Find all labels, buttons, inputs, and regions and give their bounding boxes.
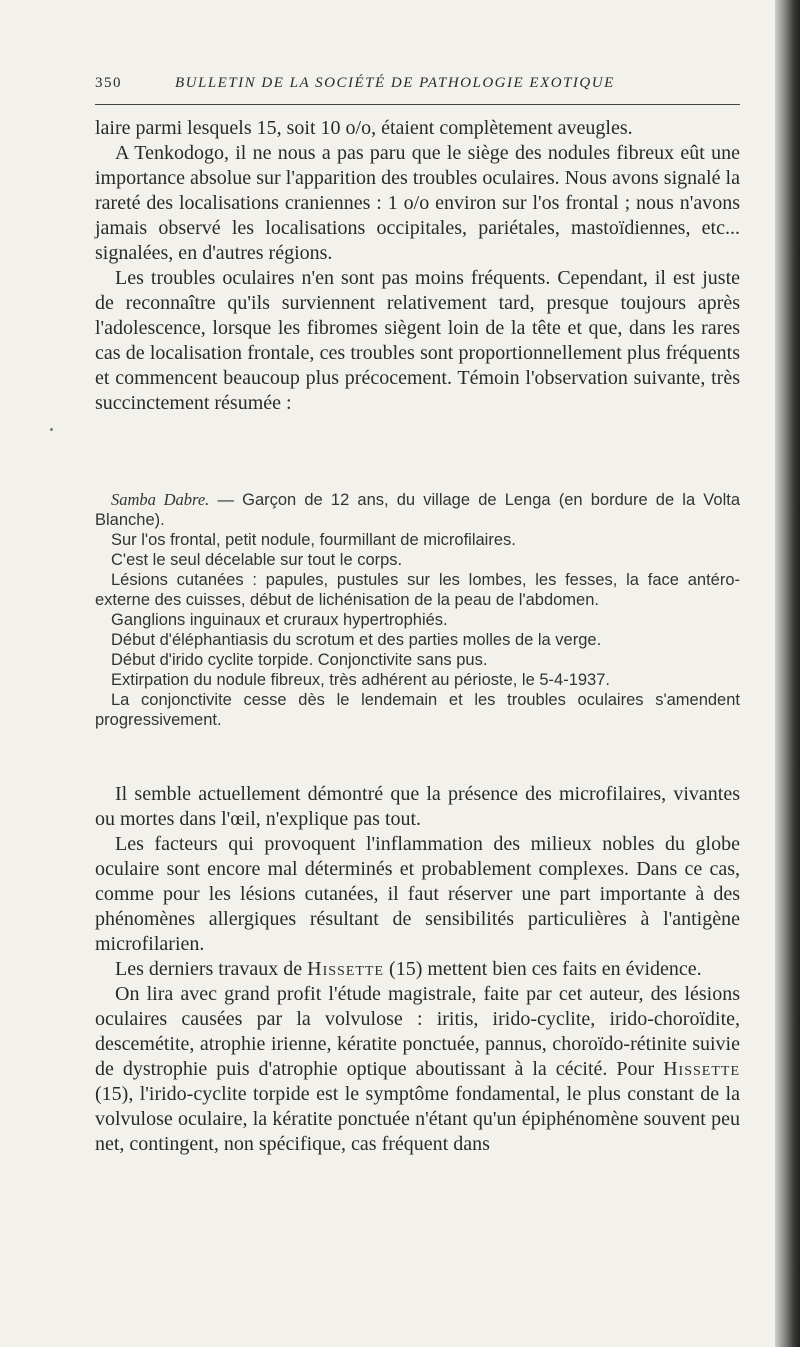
observation-line: Début d'irido cyclite torpide. Conjonctivite sans pus. [111,651,488,669]
text-fragment: Les derniers travaux de [115,958,308,980]
book-spine-shadow [775,0,800,1347]
journal-title: BULLETIN DE LA SOCIÉTÉ DE PATHOLOGIE EXOTIQUE [175,75,615,91]
patient-name: Samba Dabre. [111,490,210,509]
header-rule [95,104,740,105]
main-text-bottom [95,782,740,1157]
observation-line: Ganglions inguinaux et cruraux hypertrophiés. [111,611,448,629]
paragraph-tenkodogo: A Tenkodogo, il ne nous a pas paru que le siège des nodules fibreux eût une importance absolue sur l'apparition des troubles oculaires. Nous avons signalé la rareté des localisations craniennes : 1 o/o environ sur l'os frontal ; nous n'avons jamais observé les localisations occipitales, pariétales, mastoïdiennes, etc... signalées, en d'autres régions. [95,142,740,264]
text-fragment: (15), l'irido-cyclite torpide est le symptôme fondamental, le plus constant de la volvulose oculaire, la kératite ponctuée n'étant qu'un épiphénomène souvent peu net, contingent, non spécifique, cas fréquent dans [95,1083,740,1155]
author-name: Hissette [307,958,385,980]
observation-line: La conjonctivite cesse dès le lendemain et les troubles oculaires s'amendent progressivement. [95,691,740,729]
observation-line: C'est le seul décelable sur tout le corps. [111,551,403,569]
paragraph-continuation: laire parmi lesquels 15, soit 10 o/o, étaient complètement aveugles. [95,117,633,139]
author-name: Hissette [663,1058,740,1080]
observation-first-line: — Garçon de 12 ans, du village de Lenga (en bordure de la Volta Blanche). [95,491,740,529]
paragraph-microfilaires: Il semble actuellement démontré que la présence des microfilaires, vivantes ou mortes dans l'œil, n'explique pas tout. [95,783,740,830]
main-text-top [95,116,740,416]
paragraph-etude-magistrale [95,982,740,1157]
paragraph-troubles-oculaires: Les troubles oculaires n'en sont pas moins fréquents. Cependant, il est juste de reconnaître qu'ils surviennent relativement tard, presque toujours après l'adolescence, lorsque les fibromes siègent loin de la tête et que, dans les rares cas de localisation frontale, ces troubles sont proportionnellement plus fréquents et commencent beaucoup plus précocement. Témoin l'observation suivante, très succinctement résumée : [95,267,740,414]
margin-speck [50,428,53,431]
text-fragment: On lira avec grand profit l'étude magistrale, faite par cet auteur, des lésions oculaires causées par la volvulose : iritis, irido-cyclite, irido-choroïdite, descemétite, atrophie irienne, kératite ponctuée, pannus, choroïdo-rétinite suivie de dystrophie puis d'atrophie optique aboutissant à la cécité. Pour [95,983,740,1080]
observation-line: Sur l'os frontal, petit nodule, fourmillant de microfilaires. [111,531,516,549]
text-fragment: (15) mettent bien ces faits en évidence. [384,958,702,980]
observation-line: Début d'éléphantiasis du scrotum et des parties molles de la verge. [111,631,602,649]
paragraph-hissette-travaux [95,957,740,982]
observation-line: Extirpation du nodule fibreux, très adhérent au périoste, le 5-4-1937. [111,671,610,689]
observation-line: Lésions cutanées : papules, pustules sur les lombes, les fesses, la face antéro-externe des cuisses, début de lichénisation de la peau de l'abdomen. [95,571,740,609]
paragraph-facteurs: Les facteurs qui provoquent l'inflammation des milieux nobles du globe oculaire sont encore mal déterminés et probablement complexes. Dans ce cas, comme pour les lésions cutanées, il faut réserver une part importante à des phénomènes allergiques résultant de sensibilités particulières à l'antigène microfilarien. [95,833,740,955]
observation-intro [95,490,740,530]
page-number: 350 [95,75,122,91]
observation-block [95,490,740,730]
